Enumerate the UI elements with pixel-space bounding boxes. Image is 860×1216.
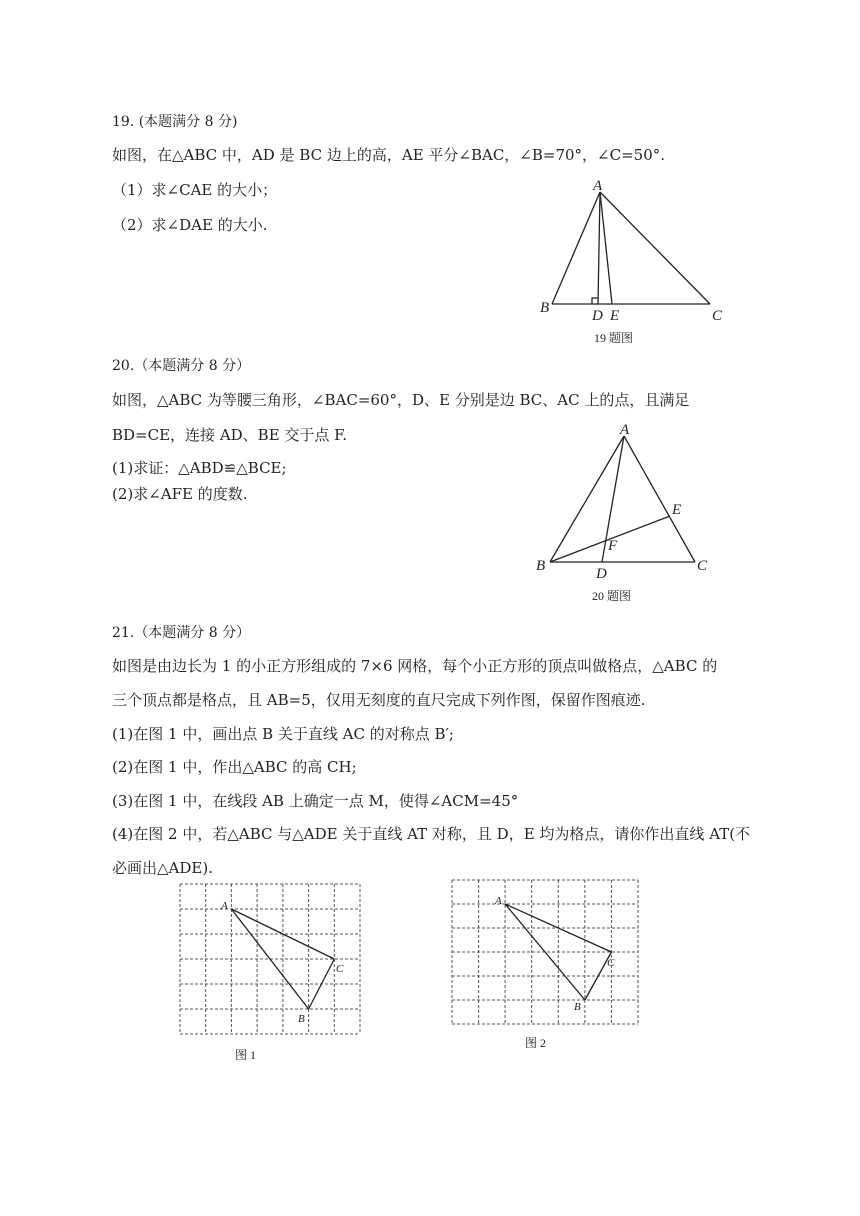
q21-header: 21.（本题满分 8 分） [112,625,251,641]
q19-label-E: E [610,308,620,324]
q20-label-F: F [608,538,618,554]
q21-part-2: (2)在图 1 中，作出△ABC 的高 CH; [112,758,357,776]
q21-f2-caption: 图 2 [525,1036,547,1050]
q21-stem-2: 三个顶点都是格点，且 AB=5，仅用无刻度的直尺完成下列作图，保留作图痕迹. [112,691,646,709]
q20-part-1: (1)求证：△ABD≌△BCE; [112,459,287,477]
q20-label-E: E [672,502,682,518]
q20-header: 20.（本题满分 8 分） [112,358,251,374]
q21-part-3: (3)在图 1 中，在线段 AB 上确定一点 M，使得∠ACM=45° [112,792,519,810]
q21-f1-label-C: C [336,963,344,975]
q19-label-A: A [593,178,603,194]
q21-figure-2 [452,880,647,1055]
q19-label-C: C [712,308,723,324]
q20-label-B: B [536,558,546,574]
q21-f1-label-A: A [221,900,228,912]
q20-stem-2: BD=CE，连接 AD、BE 交于点 F. [112,426,348,444]
q21-stem-1: 如图是由边长为 1 的小正方形组成的 7×6 网格，每个小正方形的顶点叫做格点，△ABC 的 [112,657,718,675]
q19-figure [530,170,740,350]
q21-f2-label-B: B [574,1001,581,1013]
q20-label-C: C [697,558,708,574]
q19-part-1: （1）求∠CAE 的大小； [112,181,278,199]
q21-f2-label-C: C [607,957,615,969]
q19-part-2: （2）求∠DAE 的大小. [112,216,268,234]
q20-label-A: A [620,422,630,438]
q20-part-2: (2)求∠AFE 的度数. [112,485,248,503]
q21-f1-label-B: B [298,1013,305,1025]
q20-stem-1: 如图，△ABC 为等腰三角形，∠BAC=60°，D、E 分别是边 BC、AC 上的点，且满足 [112,391,690,409]
q19-header: 19. (本题满分 8 分) [112,114,238,130]
q20-caption: 20 题图 [592,589,632,603]
q21-part-4: (4)在图 2 中，若△ABC 与△ADE 关于直线 AT 对称，且 D，E 均为格点，请你作出直线 AT(不 [112,825,751,843]
q21-f2-label-A: A [495,895,502,907]
q21-part-1: (1)在图 1 中，画出点 B 关于直线 AC 的对称点 B′; [112,725,454,743]
q20-label-D: D [596,566,607,582]
q19-caption: 19 题图 [594,331,634,345]
q21-part-5: 必画出△ADE). [112,859,213,877]
q21-f1-caption: 图 1 [235,1048,257,1062]
q19-label-B: B [540,300,550,316]
q19-stem: 如图，在△ABC 中，AD 是 BC 边上的高，AE 平分∠BAC，∠B=70°，∠C=50°. [112,146,666,164]
q20-figure [530,420,720,605]
q19-label-D: D [592,308,603,324]
q21-figure-1 [180,884,370,1064]
